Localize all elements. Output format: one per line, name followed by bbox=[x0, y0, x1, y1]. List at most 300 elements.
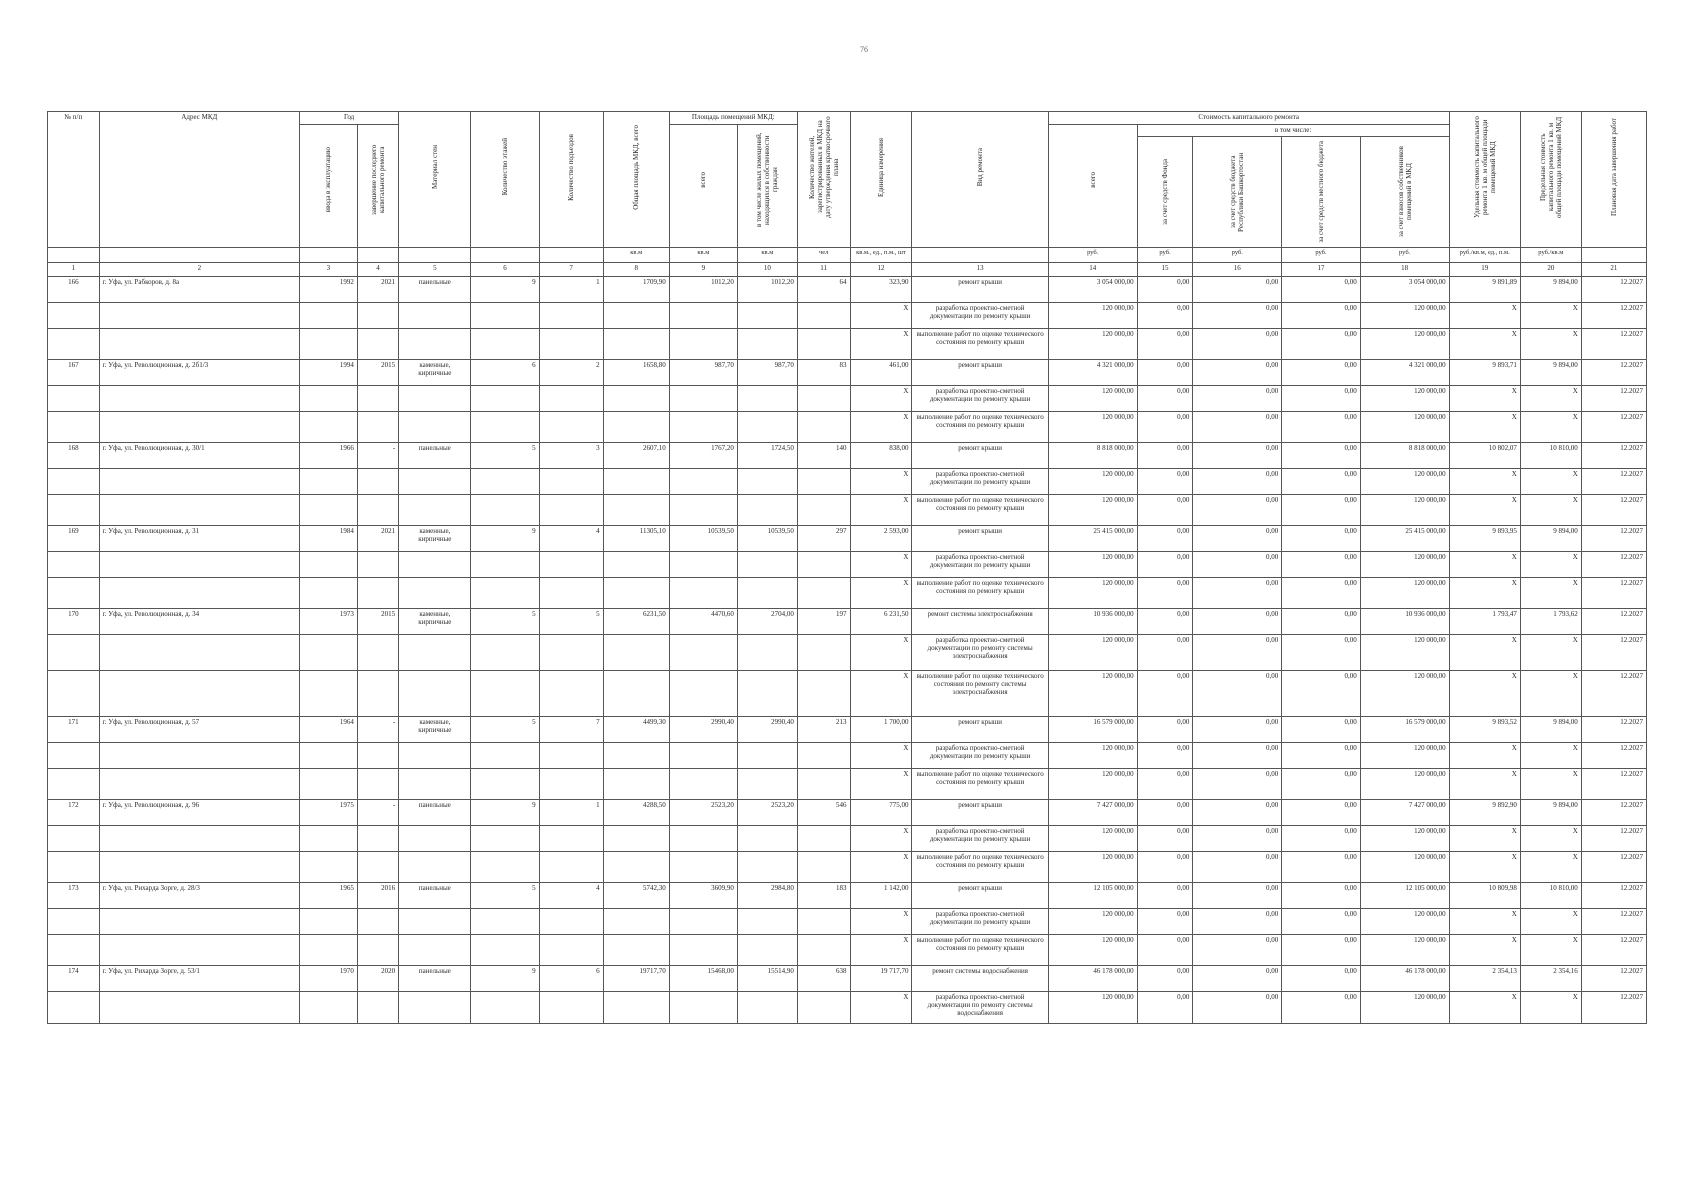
cell-empty bbox=[603, 303, 669, 329]
cell-empty bbox=[737, 935, 797, 966]
table-row-house bbox=[48, 883, 1647, 909]
cell-residents: 546 bbox=[797, 800, 850, 826]
cell-material: каменные, кирпичные bbox=[399, 717, 471, 743]
cell-local: 0,00 bbox=[1282, 526, 1361, 552]
cell-empty bbox=[399, 826, 471, 852]
cell-empty bbox=[797, 303, 850, 329]
cell-qty: 838,00 bbox=[850, 443, 912, 469]
cell-empty bbox=[797, 826, 850, 852]
cell-max: X bbox=[1520, 826, 1581, 852]
cell-empty bbox=[471, 826, 539, 852]
cell-empty bbox=[471, 935, 539, 966]
header-unit: Единица измерения bbox=[850, 112, 912, 248]
cell-area-all: 987,70 bbox=[669, 360, 737, 386]
table-row-work bbox=[48, 329, 1647, 360]
cell-spec: X bbox=[1449, 412, 1520, 443]
cell-qty: X bbox=[850, 826, 912, 852]
cell-empty bbox=[669, 743, 737, 769]
cell-area-res: 987,70 bbox=[737, 360, 797, 386]
cell-entrances: 1 bbox=[539, 277, 603, 303]
cell-owners: 16 579 000,00 bbox=[1360, 717, 1449, 743]
cell-fund: 0,00 bbox=[1137, 277, 1193, 303]
cell-total-area: 6231,50 bbox=[603, 609, 669, 635]
cell-local: 0,00 bbox=[1282, 329, 1361, 360]
cell-total: 120 000,00 bbox=[1048, 329, 1137, 360]
cell-rb: 0,00 bbox=[1193, 360, 1282, 386]
cell-address: г. Уфа, ул. Рихарда Зорге, д. 28/3 bbox=[99, 883, 299, 909]
cell-empty bbox=[737, 412, 797, 443]
cell-empty bbox=[48, 909, 100, 935]
header-deadline: Плановая дата завершения работ bbox=[1581, 112, 1646, 248]
cell-entrances: 5 bbox=[539, 609, 603, 635]
cell-empty bbox=[300, 909, 358, 935]
repair-plan-table bbox=[47, 111, 1647, 1024]
cell-empty bbox=[399, 578, 471, 609]
header-spec-cost: Удельная стоимость капитального ремонта 1 кв. м общей площади помещений МКД bbox=[1449, 112, 1520, 248]
cell-qty: 6 231,50 bbox=[850, 609, 912, 635]
cell-total: 120 000,00 bbox=[1048, 303, 1137, 329]
cell-empty bbox=[539, 469, 603, 495]
cell-area-res: 10539,50 bbox=[737, 526, 797, 552]
cell-empty bbox=[99, 671, 299, 717]
cell-type: ремонт крыши bbox=[912, 717, 1048, 743]
cell-empty bbox=[399, 386, 471, 412]
cell-rb: 0,00 bbox=[1193, 329, 1282, 360]
cell-empty bbox=[539, 635, 603, 671]
cell-empty bbox=[539, 303, 603, 329]
cell-empty bbox=[300, 386, 358, 412]
units-row: кв.м кв.м кв.м чел кв.м., ед., п.м., шт руб. руб. руб. руб. руб. руб./кв.м, ед., п.м. руб./кв.м bbox=[48, 248, 1647, 263]
cell-empty bbox=[399, 743, 471, 769]
table-header bbox=[48, 112, 1647, 277]
cell-floors: 5 bbox=[471, 883, 539, 909]
cell-empty bbox=[797, 552, 850, 578]
cell-qty: X bbox=[850, 578, 912, 609]
cell-empty bbox=[399, 469, 471, 495]
cell-max: 9 894,00 bbox=[1520, 717, 1581, 743]
table-row-work bbox=[48, 635, 1647, 671]
cell-qty: X bbox=[850, 495, 912, 526]
cell-empty bbox=[99, 826, 299, 852]
cell-address: г. Уфа, ул. Революционная, д. 96 bbox=[99, 800, 299, 826]
cell-max: X bbox=[1520, 329, 1581, 360]
cell-date: 12.2027 bbox=[1581, 578, 1646, 609]
cell-empty bbox=[471, 386, 539, 412]
cell-fund: 0,00 bbox=[1137, 360, 1193, 386]
cell-empty bbox=[99, 303, 299, 329]
cell-max: X bbox=[1520, 412, 1581, 443]
cell-empty bbox=[797, 909, 850, 935]
cell-local: 0,00 bbox=[1282, 826, 1361, 852]
cell-type: выполнение работ по оценке технического состояния по ремонту крыши bbox=[912, 412, 1048, 443]
cell-qty: X bbox=[850, 469, 912, 495]
cell-local: 0,00 bbox=[1282, 578, 1361, 609]
table-row-house bbox=[48, 277, 1647, 303]
cell-spec: X bbox=[1449, 826, 1520, 852]
cell-rb: 0,00 bbox=[1193, 935, 1282, 966]
cell-empty bbox=[300, 743, 358, 769]
cell-local: 0,00 bbox=[1282, 743, 1361, 769]
cell-empty bbox=[357, 303, 398, 329]
cell-empty bbox=[99, 469, 299, 495]
cell-max: X bbox=[1520, 743, 1581, 769]
cell-date: 12.2027 bbox=[1581, 852, 1646, 883]
cell-date: 12.2027 bbox=[1581, 552, 1646, 578]
cell-no: 170 bbox=[48, 609, 100, 635]
cell-qty: X bbox=[850, 769, 912, 800]
cell-owners: 120 000,00 bbox=[1360, 935, 1449, 966]
cell-residents: 64 bbox=[797, 277, 850, 303]
cell-fund: 0,00 bbox=[1137, 717, 1193, 743]
cell-rb: 0,00 bbox=[1193, 443, 1282, 469]
cell-no: 168 bbox=[48, 443, 100, 469]
cell-max: 2 354,16 bbox=[1520, 966, 1581, 992]
cell-no: 166 bbox=[48, 277, 100, 303]
table-row-house bbox=[48, 966, 1647, 992]
cell-empty bbox=[48, 329, 100, 360]
cell-empty bbox=[48, 852, 100, 883]
cell-owners: 25 415 000,00 bbox=[1360, 526, 1449, 552]
cell-max: 9 894,00 bbox=[1520, 526, 1581, 552]
cell-empty bbox=[797, 578, 850, 609]
cell-local: 0,00 bbox=[1282, 992, 1361, 1024]
cell-owners: 120 000,00 bbox=[1360, 552, 1449, 578]
cell-empty bbox=[300, 769, 358, 800]
cell-empty bbox=[539, 909, 603, 935]
cell-empty bbox=[357, 935, 398, 966]
cell-fund: 0,00 bbox=[1137, 826, 1193, 852]
cell-max: X bbox=[1520, 909, 1581, 935]
cell-max: X bbox=[1520, 552, 1581, 578]
header-work-type: Вид ремонта bbox=[912, 112, 1048, 248]
cell-total: 120 000,00 bbox=[1048, 909, 1137, 935]
cell-date: 12.2027 bbox=[1581, 935, 1646, 966]
cell-empty bbox=[357, 412, 398, 443]
cell-spec: X bbox=[1449, 635, 1520, 671]
cell-qty: X bbox=[850, 552, 912, 578]
cell-empty bbox=[300, 635, 358, 671]
cell-area-res: 2990,40 bbox=[737, 717, 797, 743]
cell-empty bbox=[99, 552, 299, 578]
cell-floors: 6 bbox=[471, 360, 539, 386]
cell-empty bbox=[669, 386, 737, 412]
cell-fund: 0,00 bbox=[1137, 800, 1193, 826]
cell-empty bbox=[603, 552, 669, 578]
cell-total-area: 1709,90 bbox=[603, 277, 669, 303]
cell-empty bbox=[471, 992, 539, 1024]
cell-qty: 1 700,00 bbox=[850, 717, 912, 743]
cell-empty bbox=[737, 386, 797, 412]
cell-empty bbox=[539, 495, 603, 526]
cell-empty bbox=[357, 578, 398, 609]
cell-owners: 4 321 000,00 bbox=[1360, 360, 1449, 386]
table-row-work bbox=[48, 303, 1647, 329]
cell-max: 10 810,00 bbox=[1520, 883, 1581, 909]
cell-total: 120 000,00 bbox=[1048, 412, 1137, 443]
cell-area-res: 1012,20 bbox=[737, 277, 797, 303]
cell-total: 120 000,00 bbox=[1048, 769, 1137, 800]
cell-owners: 8 818 000,00 bbox=[1360, 443, 1449, 469]
header-no: № п/п bbox=[48, 112, 100, 248]
cell-type: разработка проектно-сметной документации по ремонту крыши bbox=[912, 469, 1048, 495]
cell-address: г. Уфа, ул. Рабкоров, д. 8а bbox=[99, 277, 299, 303]
cell-empty bbox=[471, 852, 539, 883]
cell-empty bbox=[399, 769, 471, 800]
cell-type: выполнение работ по оценке технического состояния по ремонту крыши bbox=[912, 935, 1048, 966]
cell-date: 12.2027 bbox=[1581, 303, 1646, 329]
cell-fund: 0,00 bbox=[1137, 303, 1193, 329]
cell-empty bbox=[737, 992, 797, 1024]
cell-year-repair: - bbox=[357, 800, 398, 826]
cell-rb: 0,00 bbox=[1193, 800, 1282, 826]
cell-empty bbox=[399, 303, 471, 329]
cell-empty bbox=[399, 552, 471, 578]
cell-rb: 0,00 bbox=[1193, 717, 1282, 743]
cell-area-all: 1012,20 bbox=[669, 277, 737, 303]
cell-empty bbox=[399, 495, 471, 526]
cell-total: 120 000,00 bbox=[1048, 852, 1137, 883]
cell-year-repair: 2021 bbox=[357, 526, 398, 552]
cell-total-area: 2607,10 bbox=[603, 443, 669, 469]
table-row-house bbox=[48, 609, 1647, 635]
cell-year-built: 1966 bbox=[300, 443, 358, 469]
cell-total: 120 000,00 bbox=[1048, 578, 1137, 609]
cell-empty bbox=[99, 635, 299, 671]
cell-spec: 9 893,52 bbox=[1449, 717, 1520, 743]
cell-empty bbox=[471, 552, 539, 578]
cell-empty bbox=[48, 386, 100, 412]
cell-no: 167 bbox=[48, 360, 100, 386]
cell-rb: 0,00 bbox=[1193, 826, 1282, 852]
cell-max: 9 894,00 bbox=[1520, 277, 1581, 303]
cell-empty bbox=[300, 852, 358, 883]
cell-spec: 9 891,89 bbox=[1449, 277, 1520, 303]
cell-qty: 775,00 bbox=[850, 800, 912, 826]
cell-address: г. Уфа, ул. Рихарда Зорге, д. 53/1 bbox=[99, 966, 299, 992]
cell-year-built: 1984 bbox=[300, 526, 358, 552]
cell-type: выполнение работ по оценке технического состояния по ремонту крыши bbox=[912, 329, 1048, 360]
cell-rb: 0,00 bbox=[1193, 469, 1282, 495]
table-row-house bbox=[48, 360, 1647, 386]
cell-type: выполнение работ по оценке технического состояния по ремонту крыши bbox=[912, 852, 1048, 883]
cell-empty bbox=[669, 412, 737, 443]
cell-fund: 0,00 bbox=[1137, 852, 1193, 883]
cell-max: 1 793,62 bbox=[1520, 609, 1581, 635]
cell-year-built: 1992 bbox=[300, 277, 358, 303]
cell-empty bbox=[797, 412, 850, 443]
cell-empty bbox=[99, 935, 299, 966]
header-area-group: Площадь помещений МКД: bbox=[669, 112, 797, 125]
cell-empty bbox=[737, 578, 797, 609]
cell-no: 171 bbox=[48, 717, 100, 743]
header-address: Адрес МКД bbox=[99, 112, 299, 248]
cell-fund: 0,00 bbox=[1137, 671, 1193, 717]
cell-type: разработка проектно-сметной документации по ремонту крыши bbox=[912, 386, 1048, 412]
cell-local: 0,00 bbox=[1282, 800, 1361, 826]
cell-empty bbox=[357, 386, 398, 412]
cell-owners: 120 000,00 bbox=[1360, 992, 1449, 1024]
cell-owners: 120 000,00 bbox=[1360, 303, 1449, 329]
table-row-work bbox=[48, 743, 1647, 769]
cell-owners: 120 000,00 bbox=[1360, 635, 1449, 671]
header-area-incl: в том числе жилых помещений, находящихся в собственности граждан bbox=[737, 125, 797, 248]
cell-entrances: 7 bbox=[539, 717, 603, 743]
cell-owners: 7 427 000,00 bbox=[1360, 800, 1449, 826]
cell-qty: 19 717,70 bbox=[850, 966, 912, 992]
cell-total-area: 4288,50 bbox=[603, 800, 669, 826]
cell-date: 12.2027 bbox=[1581, 386, 1646, 412]
cell-rb: 0,00 bbox=[1193, 386, 1282, 412]
header-year-group: Год bbox=[300, 112, 399, 125]
cell-rb: 0,00 bbox=[1193, 526, 1282, 552]
cell-empty bbox=[99, 769, 299, 800]
cell-floors: 9 bbox=[471, 800, 539, 826]
cell-empty bbox=[99, 992, 299, 1024]
cell-no: 173 bbox=[48, 883, 100, 909]
cell-empty bbox=[669, 769, 737, 800]
cell-empty bbox=[737, 671, 797, 717]
cell-qty: X bbox=[850, 635, 912, 671]
cell-local: 0,00 bbox=[1282, 443, 1361, 469]
table-row-work bbox=[48, 552, 1647, 578]
cell-empty bbox=[669, 469, 737, 495]
cell-empty bbox=[603, 852, 669, 883]
cell-qty: X bbox=[850, 909, 912, 935]
cell-empty bbox=[300, 826, 358, 852]
cell-material: панельные bbox=[399, 883, 471, 909]
table-row-work bbox=[48, 469, 1647, 495]
cell-total: 10 936 000,00 bbox=[1048, 609, 1137, 635]
cell-local: 0,00 bbox=[1282, 609, 1361, 635]
cell-max: X bbox=[1520, 769, 1581, 800]
cell-empty bbox=[603, 329, 669, 360]
cell-empty bbox=[48, 743, 100, 769]
cell-date: 12.2027 bbox=[1581, 909, 1646, 935]
header-cost-rb: за счет средств бюджета Республики Башкортостан bbox=[1193, 137, 1282, 248]
cell-owners: 120 000,00 bbox=[1360, 826, 1449, 852]
cell-max: 9 894,00 bbox=[1520, 360, 1581, 386]
cell-area-all: 2523,20 bbox=[669, 800, 737, 826]
cell-local: 0,00 bbox=[1282, 935, 1361, 966]
cell-entrances: 1 bbox=[539, 800, 603, 826]
cell-total: 120 000,00 bbox=[1048, 495, 1137, 526]
cell-empty bbox=[669, 329, 737, 360]
cell-qty: X bbox=[850, 671, 912, 717]
cell-total: 46 178 000,00 bbox=[1048, 966, 1137, 992]
cell-date: 12.2027 bbox=[1581, 769, 1646, 800]
cell-area-res: 2984,80 bbox=[737, 883, 797, 909]
cell-fund: 0,00 bbox=[1137, 909, 1193, 935]
cell-empty bbox=[471, 303, 539, 329]
cell-type: разработка проектно-сметной документации по ремонту крыши bbox=[912, 826, 1048, 852]
cell-empty bbox=[603, 909, 669, 935]
header-cost-group: Стоимость капитального ремонта bbox=[1048, 112, 1449, 125]
cell-fund: 0,00 bbox=[1137, 412, 1193, 443]
cell-total: 12 105 000,00 bbox=[1048, 883, 1137, 909]
cell-qty: X bbox=[850, 386, 912, 412]
cell-empty bbox=[539, 578, 603, 609]
cell-no: 172 bbox=[48, 800, 100, 826]
cell-spec: X bbox=[1449, 992, 1520, 1024]
table-row-work bbox=[48, 769, 1647, 800]
cell-type: ремонт крыши bbox=[912, 800, 1048, 826]
cell-date: 12.2027 bbox=[1581, 743, 1646, 769]
cell-max: X bbox=[1520, 671, 1581, 717]
cell-empty bbox=[797, 852, 850, 883]
cell-empty bbox=[669, 578, 737, 609]
cell-empty bbox=[737, 329, 797, 360]
header-cost-total: всего bbox=[1048, 125, 1137, 248]
page-number: 76 bbox=[860, 45, 868, 54]
cell-type: разработка проектно-сметной документации по ремонту крыши bbox=[912, 303, 1048, 329]
cell-empty bbox=[471, 329, 539, 360]
cell-owners: 120 000,00 bbox=[1360, 412, 1449, 443]
cell-empty bbox=[357, 852, 398, 883]
cell-type: разработка проектно-сметной документации по ремонту системы электроснабжения bbox=[912, 635, 1048, 671]
cell-entrances: 4 bbox=[539, 526, 603, 552]
cell-empty bbox=[357, 469, 398, 495]
cell-owners: 120 000,00 bbox=[1360, 578, 1449, 609]
cell-total: 120 000,00 bbox=[1048, 552, 1137, 578]
cell-fund: 0,00 bbox=[1137, 769, 1193, 800]
cell-year-repair: 2015 bbox=[357, 609, 398, 635]
cell-type: ремонт крыши bbox=[912, 883, 1048, 909]
cell-empty bbox=[48, 578, 100, 609]
cell-address: г. Уфа, ул. Революционная, д. 34 bbox=[99, 609, 299, 635]
cell-local: 0,00 bbox=[1282, 769, 1361, 800]
cell-empty bbox=[603, 671, 669, 717]
cell-area-res: 15514,90 bbox=[737, 966, 797, 992]
cell-empty bbox=[669, 495, 737, 526]
cell-year-built: 1975 bbox=[300, 800, 358, 826]
cell-qty: X bbox=[850, 303, 912, 329]
cell-type: ремонт системы водоснабжения bbox=[912, 966, 1048, 992]
cell-type: ремонт крыши bbox=[912, 526, 1048, 552]
cell-area-all: 10539,50 bbox=[669, 526, 737, 552]
cell-floors: 5 bbox=[471, 443, 539, 469]
cell-residents: 297 bbox=[797, 526, 850, 552]
cell-empty bbox=[357, 769, 398, 800]
cell-date: 12.2027 bbox=[1581, 609, 1646, 635]
cell-empty bbox=[669, 909, 737, 935]
cell-empty bbox=[603, 935, 669, 966]
cell-spec: X bbox=[1449, 552, 1520, 578]
cell-empty bbox=[48, 769, 100, 800]
cell-empty bbox=[797, 386, 850, 412]
header-area-total: всего bbox=[669, 125, 737, 248]
cell-residents: 83 bbox=[797, 360, 850, 386]
cell-empty bbox=[471, 909, 539, 935]
cell-type: разработка проектно-сметной документации по ремонту крыши bbox=[912, 743, 1048, 769]
cell-empty bbox=[399, 852, 471, 883]
cell-fund: 0,00 bbox=[1137, 883, 1193, 909]
cell-local: 0,00 bbox=[1282, 852, 1361, 883]
cell-empty bbox=[399, 329, 471, 360]
cell-spec: X bbox=[1449, 935, 1520, 966]
table-row-work bbox=[48, 909, 1647, 935]
cell-empty bbox=[603, 412, 669, 443]
cell-empty bbox=[539, 412, 603, 443]
cell-empty bbox=[539, 826, 603, 852]
cell-owners: 12 105 000,00 bbox=[1360, 883, 1449, 909]
column-numbers-row: 1 2 3 4 5 6 7 8 9 10 11 12 13 14 15 16 17 18 19 20 21 bbox=[48, 263, 1647, 277]
cell-local: 0,00 bbox=[1282, 671, 1361, 717]
header-entrances: Количество подъездов bbox=[539, 112, 603, 248]
cell-empty bbox=[300, 935, 358, 966]
cell-local: 0,00 bbox=[1282, 635, 1361, 671]
cell-empty bbox=[797, 769, 850, 800]
cell-year-built: 1964 bbox=[300, 717, 358, 743]
